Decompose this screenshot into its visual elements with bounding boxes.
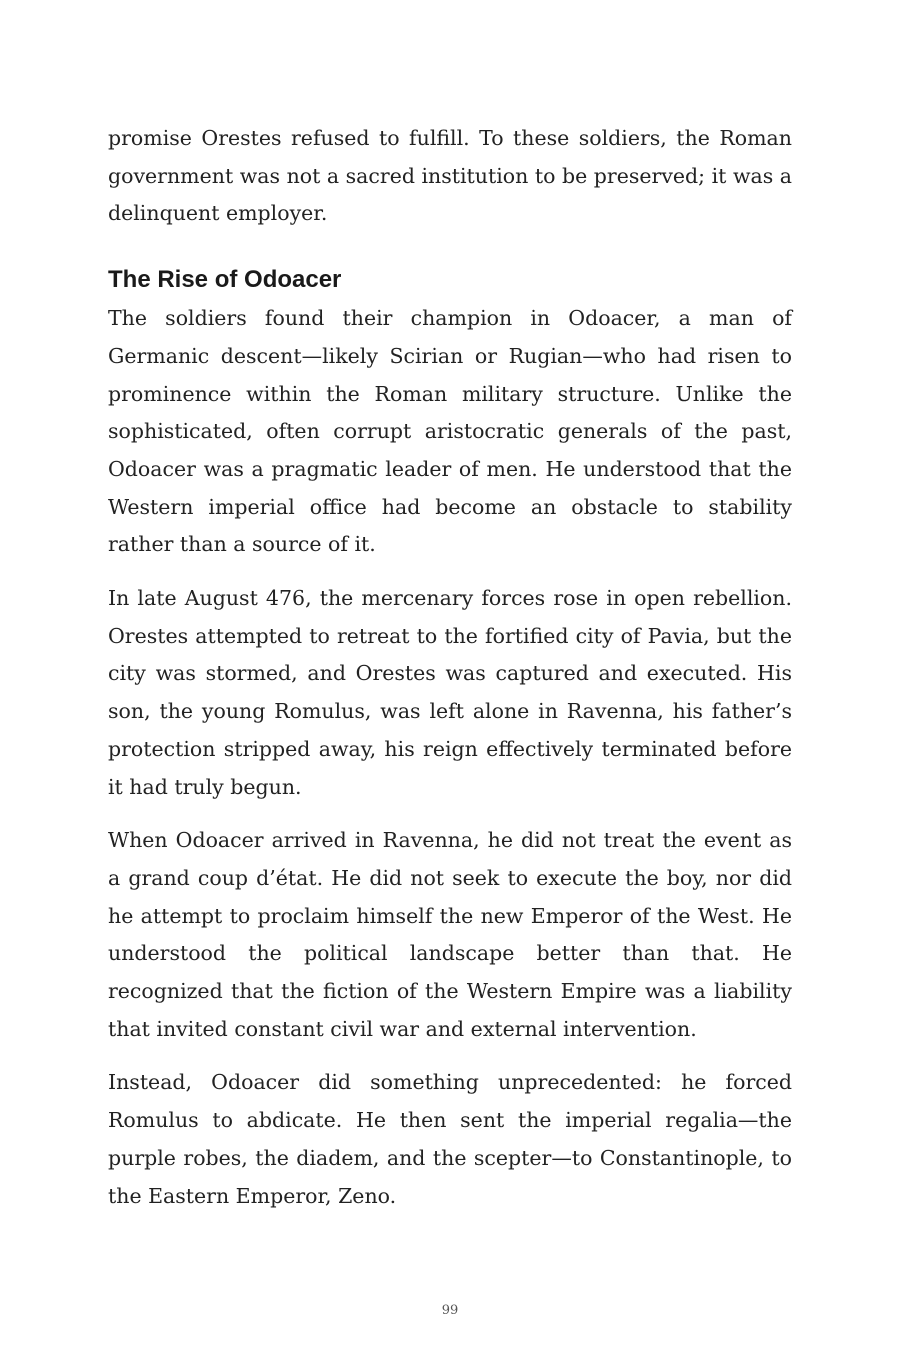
paragraph-odoacer-champion: The soldiers found their champion in Odoacer, a man of Germanic descent—likely Scirian or Rugian—who had risen to prominence within the Roman military structure. Unlike the sophisticated, often corrupt aristocratic generals of the past, Odoacer was a pragmatic leader of men. He understood that the Western imperial office had become an obstacle to stability rather than a source of it. — [108, 306, 792, 557]
paragraph-rebellion: In late August 476, the mercenary forces rose in open rebellion. Orestes attempted to retreat to the fortified city of Pavia, but the city was stormed, and Orestes was captured and executed. His son, the young Romulus, was left alone in Ravenna, his father’s protection stripped away, his reign effectively terminated before it had truly begun. — [108, 586, 792, 799]
page-number: 99 — [441, 1303, 459, 1318]
paragraph-arrival-ravenna: When Odoacer arrived in Ravenna, he did not treat the event as a grand coup d’état. He did not seek to execute the boy, nor did he attempt to proclaim himself the new Emperor of the West. He understood the political landscape better than that. He recognized that the fiction of the Western Empire was a liability that invited constant civil war and external intervention. — [108, 828, 792, 1041]
page-body — [108, 120, 792, 1215]
section-heading: The Rise of Odoacer — [108, 266, 342, 294]
paragraph-abdication: Instead, Odoacer did something unprecedented: he forced Romulus to abdicate. He then sent the imperial regalia—the purple robes, the diadem, and the scepter—to Constantinople, to the Eastern Emperor, Zeno. — [108, 1070, 792, 1208]
continued-paragraph: promise Orestes refused to fulfill. To these soldiers, the Roman government was not a sacred institution to be preserved; it was a delinquent employer. — [108, 126, 792, 226]
